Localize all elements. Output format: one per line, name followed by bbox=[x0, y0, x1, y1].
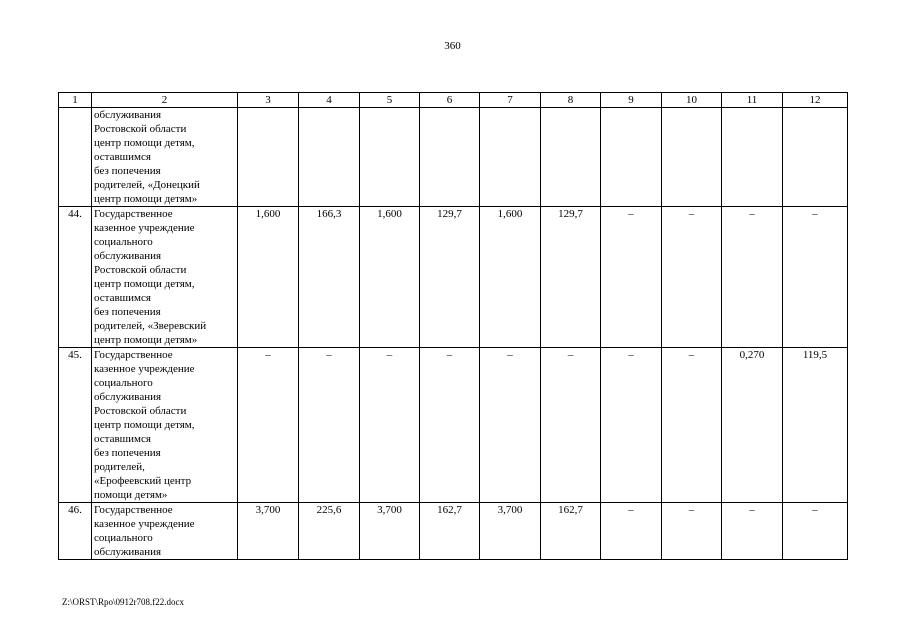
footer-file-path: Z:\ORST\Rpo\0912r708.f22.docx bbox=[62, 597, 184, 607]
table-cell: 0,270 bbox=[722, 348, 783, 503]
column-header: 3 bbox=[238, 93, 299, 108]
table-cell: – bbox=[722, 503, 783, 560]
table-cell bbox=[299, 108, 360, 207]
column-header: 1 bbox=[59, 93, 92, 108]
table-cell: 1,600 bbox=[238, 207, 299, 348]
column-header: 5 bbox=[360, 93, 420, 108]
row-number: 44. bbox=[59, 207, 92, 348]
column-header: 7 bbox=[480, 93, 541, 108]
table-cell: – bbox=[299, 348, 360, 503]
table-cell: – bbox=[601, 503, 662, 560]
table-cell bbox=[601, 108, 662, 207]
column-header: 10 bbox=[662, 93, 722, 108]
table-row bbox=[59, 108, 848, 207]
table-cell: – bbox=[541, 348, 601, 503]
table-cell: 1,600 bbox=[360, 207, 420, 348]
table-cell: 3,700 bbox=[238, 503, 299, 560]
column-header: 8 bbox=[541, 93, 601, 108]
data-table bbox=[58, 92, 848, 560]
table-cell bbox=[722, 108, 783, 207]
table-cell: – bbox=[601, 348, 662, 503]
table-cell: – bbox=[662, 348, 722, 503]
header-row bbox=[59, 93, 848, 108]
table-cell: 1,600 bbox=[480, 207, 541, 348]
table-cell: 3,700 bbox=[360, 503, 420, 560]
table-cell: – bbox=[722, 207, 783, 348]
table-cell bbox=[541, 108, 601, 207]
table-cell: 166,3 bbox=[299, 207, 360, 348]
row-number bbox=[59, 108, 92, 207]
table-cell: 129,7 bbox=[420, 207, 480, 348]
table-cell bbox=[238, 108, 299, 207]
table-cell bbox=[480, 108, 541, 207]
table-cell: – bbox=[601, 207, 662, 348]
row-number: 45. bbox=[59, 348, 92, 503]
institution-name: Государственное казенное учреждение социального обслуживания Ростовской области центр помощи детям, оставшимся без попечения родителей, «Ерофеевский центр помощи детям» bbox=[92, 348, 238, 503]
table-cell: – bbox=[360, 348, 420, 503]
table-cell: 225,6 bbox=[299, 503, 360, 560]
institution-name: Государственное казенное учреждение социального обслуживания bbox=[92, 503, 238, 560]
table-cell: 119,5 bbox=[783, 348, 848, 503]
institution-name: Государственное казенное учреждение социального обслуживания Ростовской области центр помощи детям, оставшимся без попечения родителей, «Зверевский центр помощи детям» bbox=[92, 207, 238, 348]
table-cell bbox=[783, 108, 848, 207]
column-header: 9 bbox=[601, 93, 662, 108]
table-cell: – bbox=[662, 503, 722, 560]
table-cell bbox=[662, 108, 722, 207]
table-cell bbox=[360, 108, 420, 207]
table-row bbox=[59, 207, 848, 348]
table-cell: 3,700 bbox=[480, 503, 541, 560]
table-cell: – bbox=[238, 348, 299, 503]
table-row bbox=[59, 503, 848, 560]
column-header: 2 bbox=[92, 93, 238, 108]
table-cell: 129,7 bbox=[541, 207, 601, 348]
column-header: 12 bbox=[783, 93, 848, 108]
page-number: 360 bbox=[444, 40, 461, 52]
institution-name: обслуживания Ростовской области центр помощи детям, оставшимся без попечения родителей, «Донецкий центр помощи детям» bbox=[92, 108, 238, 207]
column-header: 11 bbox=[722, 93, 783, 108]
table-cell: – bbox=[783, 207, 848, 348]
table-cell: – bbox=[420, 348, 480, 503]
table-cell: – bbox=[783, 503, 848, 560]
table-row bbox=[59, 348, 848, 503]
table-cell: – bbox=[662, 207, 722, 348]
row-number: 46. bbox=[59, 503, 92, 560]
table-cell: – bbox=[480, 348, 541, 503]
table-cell bbox=[420, 108, 480, 207]
table-cell: 162,7 bbox=[541, 503, 601, 560]
column-header: 6 bbox=[420, 93, 480, 108]
table-cell: 162,7 bbox=[420, 503, 480, 560]
column-header: 4 bbox=[299, 93, 360, 108]
